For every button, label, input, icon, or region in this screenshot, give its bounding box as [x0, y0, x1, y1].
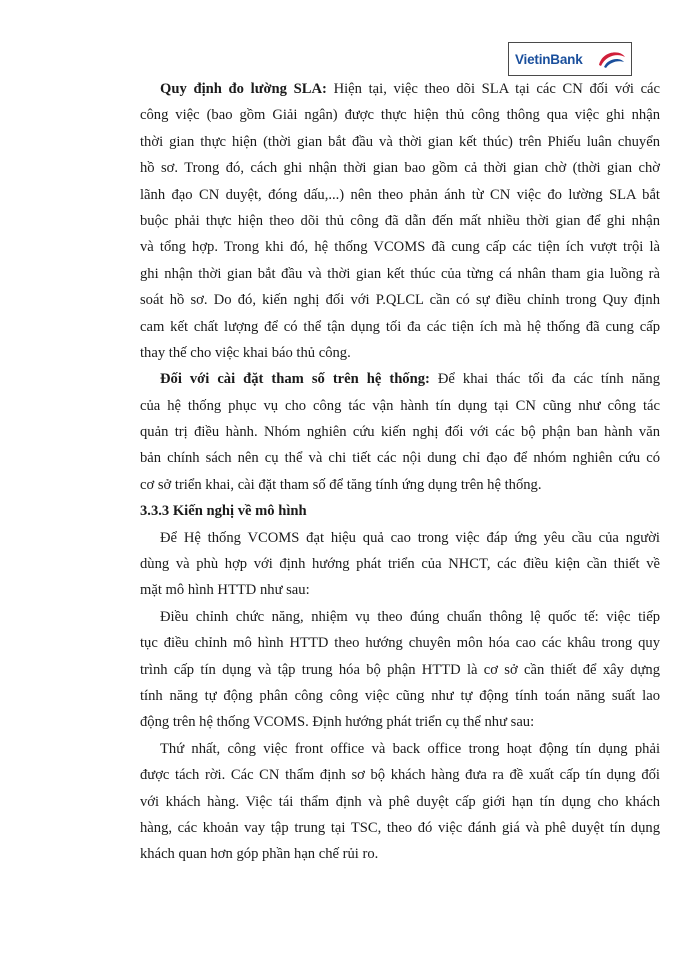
section-heading: 3.3.3 Kiến nghị về mô hình — [140, 503, 307, 520]
document-body — [140, 76, 660, 868]
paragraph-model-line: Để Hệ thống VCOMS đạt hiệu quả cao trong việc đáp ứng yêu cầu của người — [160, 529, 660, 546]
paragraph-sla-line: ghi nhận thời gian bắt đầu và thời gian kết thúc của từng cá nhân tham gia luồng rà — [140, 265, 660, 282]
paragraph-first-line: được tách rời. Các CN thẩm định sơ bộ khách hàng đưa ra đề xuất cấp tín dụng đối — [140, 767, 660, 784]
vietinbank-logo — [508, 42, 632, 76]
logo-mark-icon — [596, 47, 628, 71]
paragraph-sla-line: buộc phải thực hiện theo dõi thủ công đã dẫn đến mất nhiều thời gian để ghi nhận — [140, 212, 660, 229]
paragraph-first-line: khách quan hơn góp phần hạn chế rủi ro. — [140, 846, 379, 863]
paragraph-sla-line: soát hồ sơ. Do đó, kiến nghị đối với P.QLCL cần có sự điều chỉnh trong Quy định — [140, 292, 660, 309]
paragraph-sla-line: Quy định đo lường SLA: Hiện tại, việc theo dõi SLA tại các CN đối với các — [160, 81, 661, 97]
paragraph-params-line: quản trị điều hành. Nhóm nghiên cứu kiến nghị đối với các bộ phận ban hành văn — [140, 424, 660, 441]
paragraph-adjust-line: tính năng tự động phân công công việc cũng như tự động tính toán năng suất lao — [140, 687, 660, 704]
paragraph-adjust-line: tục điều chỉnh mô hình HTTD theo hướng chuyên môn hóa cao các khâu trong quy — [140, 635, 660, 652]
paragraph-sla-line: lãnh đạo CN duyệt, đóng dấu,...) nên theo phản ánh từ CN việc đo lường SLA bắt — [140, 186, 660, 203]
paragraph-params-line: cơ sở triển khai, cài đặt tham số để tăng tính ứng dụng trên hệ thống. — [140, 476, 542, 493]
paragraph-adjust-line: động trên hệ thống VCOMS. Định hướng phát triển cụ thể như sau: — [140, 714, 535, 731]
paragraph-params-line: của hệ thống phục vụ cho công tác vận hành tín dụng tại CN cũng như công tác — [140, 397, 660, 414]
paragraph-params-line: Đối với cài đặt tham số trên hệ thống: Để khai thác tối đa các tính năng — [160, 371, 660, 388]
sla-lead: Quy định đo lường SLA: — [160, 81, 327, 97]
paragraph-first-line: hàng, các khoản vay tập trung tại TSC, theo đó việc đánh giá và phê duyệt tín dụng — [140, 819, 660, 836]
paragraph-first-line: Thứ nhất, công việc front office và back office trong hoạt động tín dụng phải — [160, 740, 660, 757]
paragraph-sla-line: cam kết chất lượng để có thể tận dụng tối đa các tiện ích mà hệ thống đã cung cấp — [140, 318, 660, 335]
paragraph-model-line: dùng và phù hợp với định hướng phát triển của NHCT, các điều kiện cần thiết về — [140, 556, 660, 573]
paragraph-adjust-line: Điều chỉnh chức năng, nhiệm vụ theo đúng chuẩn thông lệ quốc tế: việc tiếp — [160, 608, 660, 625]
logo-text: VietinBank — [515, 52, 583, 67]
paragraph-sla-line: hồ sơ. Trong đó, cách ghi nhận thời gian bao gồm cả thời gian chờ (thời gian chờ — [140, 160, 660, 177]
paragraph-sla-line: thời gian thực hiện (thời gian bắt đầu và thời gian kết thúc) trên Phiếu luân chuyển — [140, 133, 660, 150]
paragraph-sla-line: và tổng hợp. Trong khi đó, hệ thống VCOMS đã cung cấp các tiện ích vượt trội là — [140, 239, 660, 256]
paragraph-first-line: với khách hàng. Việc tái thẩm định và phê duyệt cấp giới hạn tín dụng cho khách — [140, 793, 660, 810]
paragraph-params-line: bản chính sách nên cụ thể và chi tiết các nội dung chỉ đạo để nhóm nghiên cứu có — [140, 450, 660, 467]
paragraph-model-line: mặt mô hình HTTD như sau: — [140, 582, 310, 599]
params-lead: Đối với cài đặt tham số trên hệ thống: — [160, 371, 430, 388]
paragraph-adjust-line: trình cấp tín dụng và tập trung hóa bộ phận HTTD là cơ sở cần thiết để xây dựng — [140, 661, 660, 678]
paragraph-sla-line: thay thế cho việc khai báo thủ công. — [140, 344, 351, 361]
paragraph-sla-line: công việc (bao gồm Giải ngân) được thực hiện thủ công thông qua việc ghi nhận — [140, 107, 660, 124]
